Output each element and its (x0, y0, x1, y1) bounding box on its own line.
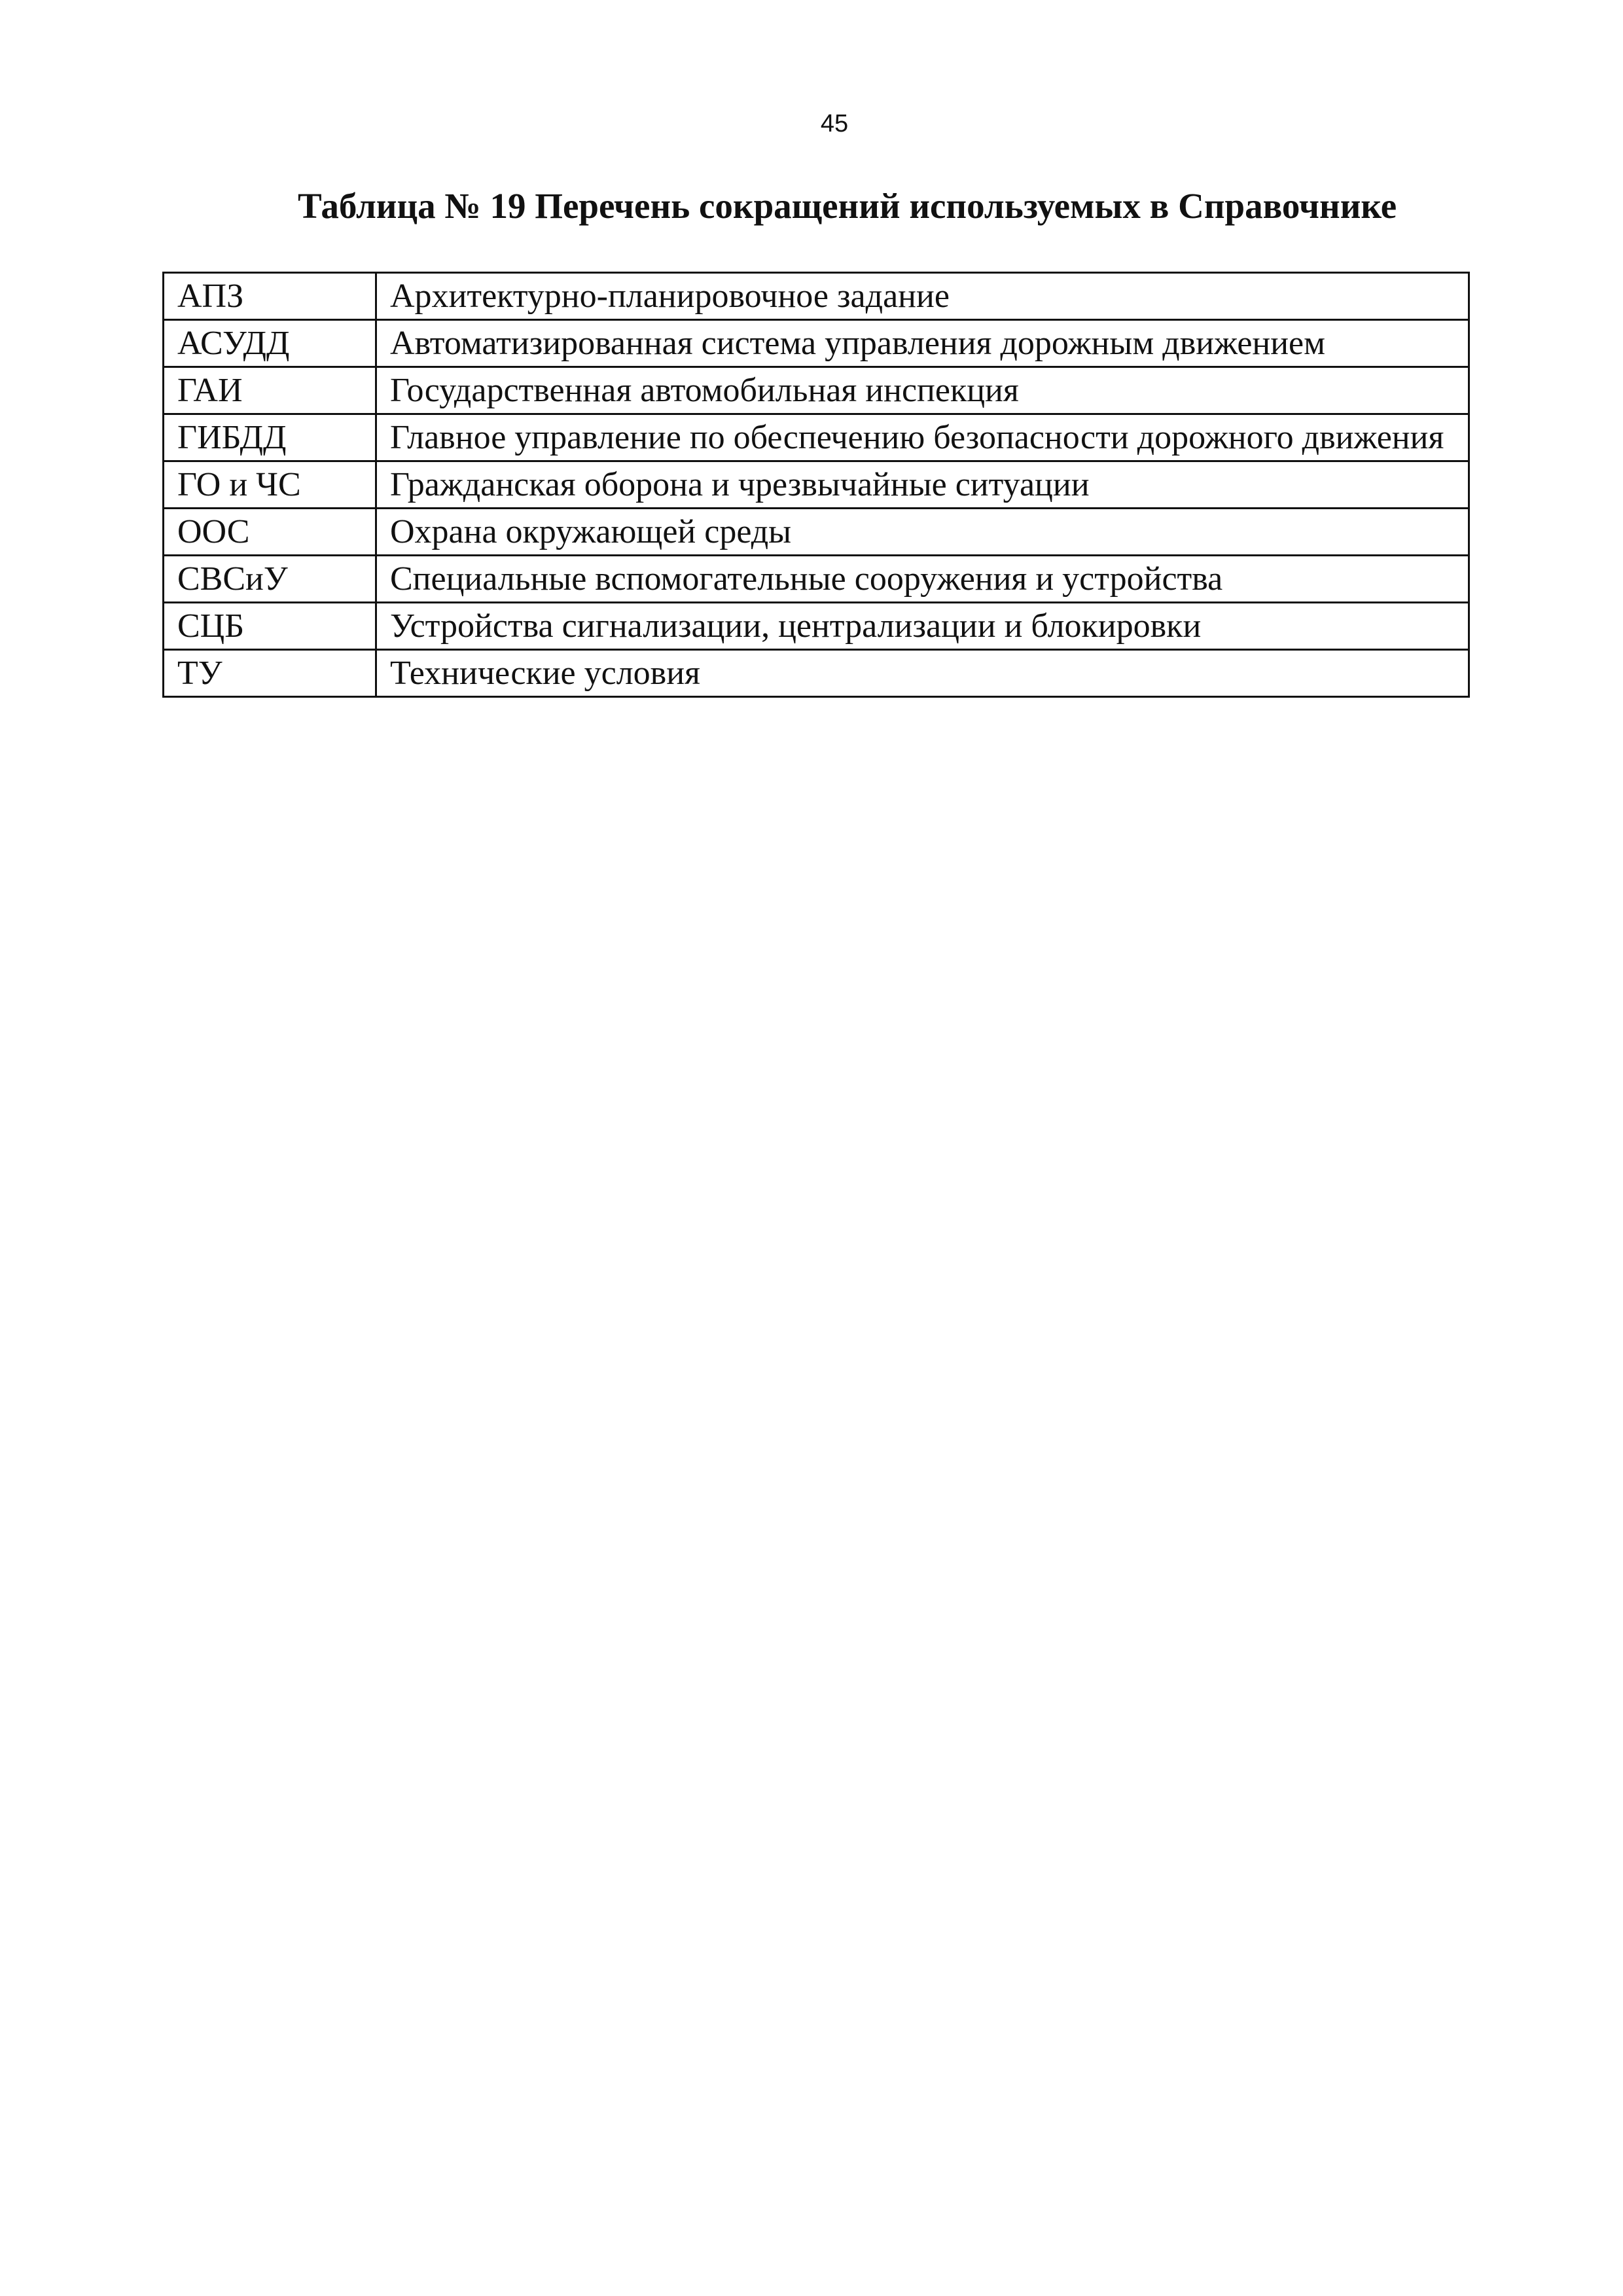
description-cell: Устройства сигнализации, централизации и блокировки (376, 603, 1469, 650)
table-title: Таблица № 19 Перечень сокращений используемых в Справочнике (298, 186, 1397, 226)
abbreviation-cell: СВСиУ (164, 556, 376, 603)
description-cell: Специальные вспомогательные сооружения и устройства (376, 556, 1469, 603)
table-row (164, 603, 1469, 650)
table-row (164, 650, 1469, 697)
abbreviation-cell: ГО и ЧС (164, 461, 376, 509)
table-row (164, 273, 1469, 320)
abbreviation-cell: ГИБДД (164, 414, 376, 461)
abbreviations-table (162, 272, 1470, 698)
abbreviation-cell: АСУДД (164, 320, 376, 367)
table-row (164, 367, 1469, 414)
description-cell: Гражданская оборона и чрезвычайные ситуации (376, 461, 1469, 509)
table-row (164, 556, 1469, 603)
description-cell: Технические условия (376, 650, 1469, 697)
abbreviation-cell: ГАИ (164, 367, 376, 414)
abbreviation-cell: СЦБ (164, 603, 376, 650)
table-row (164, 461, 1469, 509)
table-row (164, 509, 1469, 556)
description-cell: Охрана окружающей среды (376, 509, 1469, 556)
description-cell: Главное управление по обеспечению безопасности дорожного движения (376, 414, 1469, 461)
abbreviation-cell: ООС (164, 509, 376, 556)
description-cell: Государственная автомобильная инспекция (376, 367, 1469, 414)
description-cell: Архитектурно-планировочное задание (376, 273, 1469, 320)
page-number: 45 (820, 110, 849, 137)
table-row (164, 414, 1469, 461)
table-row (164, 320, 1469, 367)
abbreviations-table-body (164, 273, 1469, 697)
abbreviation-cell: ТУ (164, 650, 376, 697)
description-cell: Автоматизированная система управления дорожным движением (376, 320, 1469, 367)
abbreviation-cell: АПЗ (164, 273, 376, 320)
